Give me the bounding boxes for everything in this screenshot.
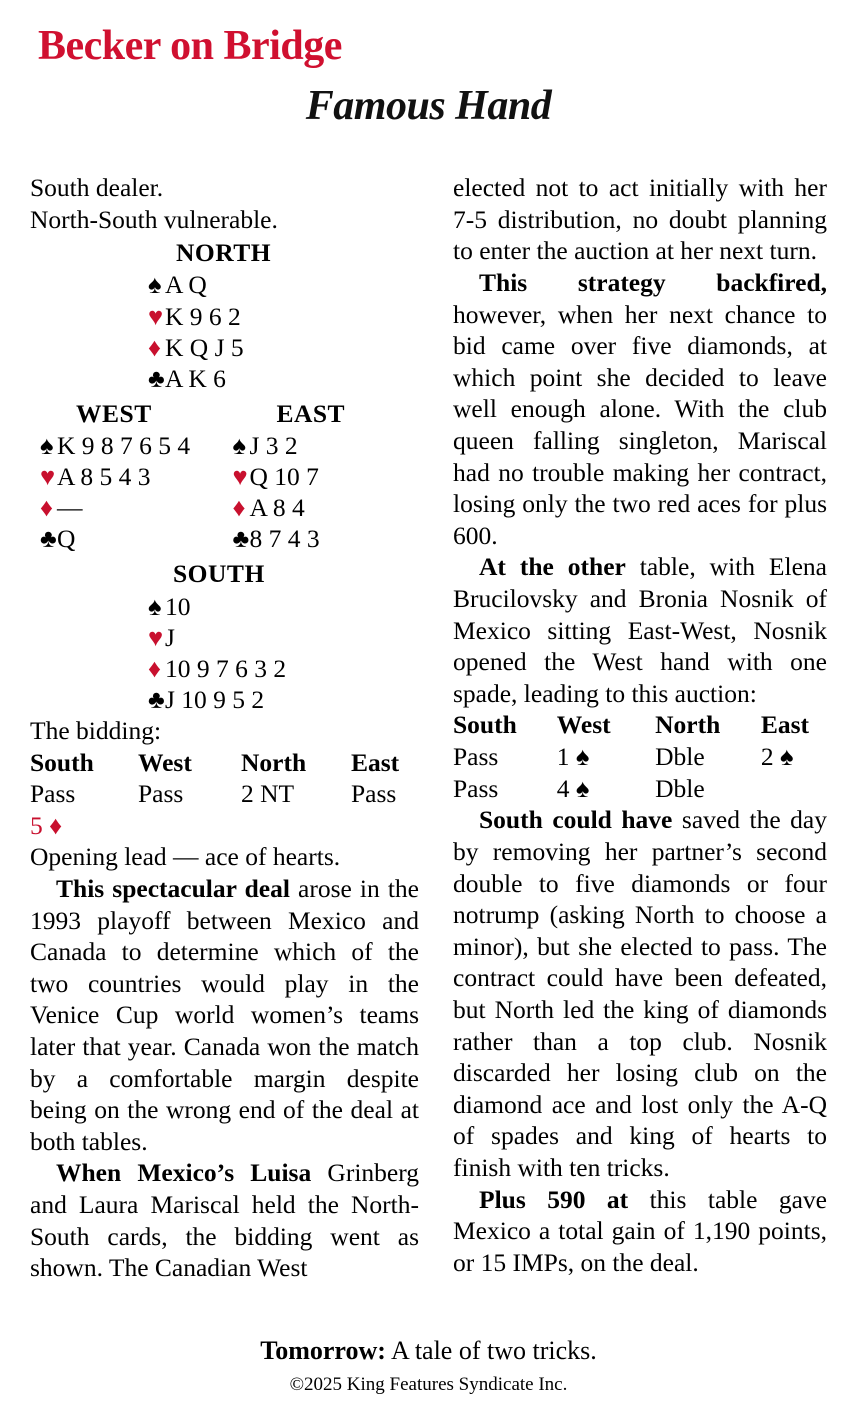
article-columns (30, 172, 827, 1284)
right-paragraph-3-lead: South could have (479, 805, 673, 835)
table-row (30, 810, 419, 842)
north-diamonds (148, 332, 419, 363)
bidding-header-row (30, 747, 419, 779)
diamond-icon: ♦ (148, 653, 162, 683)
bidding-header-row (453, 709, 827, 741)
north-hearts-cards: K 9 6 2 (165, 301, 241, 331)
bid-cell (351, 810, 419, 842)
left-paragraph-1-body: arose in the 1993 playoff between Mexico and Canada to determine which of the two countries would play in the Venice Cup world women’s teams later that year. Canada won the match by a comfortable margin despite being on the wrong end of the deal at both tables. (30, 874, 419, 1156)
west-clubs (40, 523, 232, 554)
club-icon: ♣ (40, 524, 57, 554)
spade-icon: ♠ (148, 270, 162, 300)
bid-cell: Pass (351, 779, 397, 809)
west-east-row (30, 398, 419, 555)
copyright-line: ©2025 King Features Syndicate Inc. (289, 1374, 568, 1395)
east-spades-cards: J 3 2 (249, 430, 298, 460)
bid-cell: 5 ♦ (30, 810, 63, 840)
diamond-icon: ♦ (232, 493, 246, 523)
left-column (30, 172, 419, 1284)
right-paragraph-3-body: saved the day by removing her partner’s second double to five diamonds or four notrump (asking North to choose a minor), but she elected to pass. The contract could have been defeated, but North led the king of diamonds rather than a top club. Nosnik discarded her losing club on the diamond ace and lost only the A-Q of spades and king of hearts to finish with ten tricks. (453, 805, 827, 1182)
south-hearts-cards: J (165, 622, 175, 652)
west-hearts (40, 461, 232, 492)
bid-cell: Dble (655, 742, 705, 772)
right-paragraph-4-lead: Plus 590 at (479, 1184, 629, 1214)
east-hand (232, 398, 419, 555)
south-hearts (148, 622, 419, 653)
right-column (453, 172, 827, 1284)
east-hearts (232, 461, 419, 492)
west-diamonds-cards: — (57, 493, 83, 523)
column-subtitle: Famous Hand (305, 83, 552, 130)
heart-icon: ♥ (40, 462, 56, 492)
west-hand (30, 398, 232, 555)
south-diamonds (148, 653, 419, 684)
west-clubs-cards: Q (57, 524, 76, 554)
bid-cell (138, 810, 241, 842)
north-spades-cards: A Q (165, 270, 207, 300)
west-hearts-cards: A 8 5 4 3 (57, 462, 151, 492)
dealer-line: South dealer. (30, 173, 164, 203)
north-spades (148, 269, 419, 300)
left-paragraph-1-lead: This spectacular deal (56, 874, 290, 903)
bidding-header-south: South (30, 747, 94, 777)
bidding-header-north: North (655, 710, 721, 740)
diamond-icon: ♦ (148, 332, 162, 362)
left-paragraph-1 (30, 873, 419, 1157)
north-clubs (148, 363, 419, 394)
bidding-header-south: South (453, 710, 517, 740)
tomorrow-text: A tale of two tricks. (385, 1336, 597, 1365)
table-row (30, 778, 419, 810)
tomorrow-line (0, 1336, 857, 1366)
heart-icon: ♥ (148, 301, 164, 331)
masthead-title: Becker on Bridge (38, 23, 342, 69)
bidding-table-left (30, 747, 419, 842)
east-diamonds-cards: A 8 4 (249, 493, 305, 523)
south-clubs (148, 684, 419, 715)
right-paragraph-2-body: table, with Elena Brucilovsky and Bronia Nosnik of Mexico sitting East-West, Nosnik opened the West hand with one spade, leading to this auction: (453, 552, 827, 708)
right-paragraph-4 (453, 1184, 827, 1279)
bidding-header-west: West (556, 710, 611, 740)
bid-cell: 1 ♠ (556, 742, 590, 772)
bidding-header-north: North (241, 747, 307, 777)
west-spades-cards: K 9 8 7 6 5 4 (57, 430, 191, 460)
bid-cell: Pass (453, 742, 499, 772)
spade-icon: ♠ (232, 430, 246, 460)
bidding-header-west: West (138, 747, 192, 777)
table-row (453, 773, 827, 805)
east-clubs (232, 523, 419, 554)
vulnerability-line: North-South vulnerable. (30, 204, 278, 234)
west-diamonds (40, 492, 232, 523)
spade-icon: ♠ (40, 430, 54, 460)
south-spades-cards: 10 (165, 591, 191, 621)
right-paragraph-4-body: this table gave Mexico a total gain of 1,190 points, or 15 IMPs, on the deal. (453, 1184, 827, 1277)
north-label: NORTH (176, 238, 272, 268)
bid-cell: Pass (138, 779, 184, 809)
west-label: WEST (76, 398, 152, 428)
club-icon: ♣ (148, 684, 165, 714)
east-hearts-cards: Q 10 7 (249, 462, 319, 492)
north-diamonds-cards: K Q J 5 (165, 332, 244, 362)
tomorrow-label: Tomorrow: (260, 1336, 386, 1365)
left-paragraph-2-body: Grinberg and Laura Mariscal held the North-South cards, the bidding went as shown. The Canadian West (30, 1158, 419, 1283)
right-paragraph-1 (453, 267, 827, 551)
opening-lead-line: Opening lead — ace of hearts. (30, 842, 341, 872)
bid-cell: Pass (30, 779, 76, 809)
spade-icon: ♠ (148, 591, 162, 621)
south-hand (30, 558, 419, 715)
bid-cell (241, 810, 351, 842)
east-clubs-cards: 8 7 4 3 (249, 524, 320, 554)
hand-diagram (30, 237, 419, 715)
right-paragraph-0: elected not to act initially with her 7-5 distribution, no doubt planning to enter the auction at her next turn. (453, 173, 827, 266)
bid-cell (761, 773, 827, 805)
right-paragraph-2-lead: At the other (479, 552, 626, 582)
club-icon: ♣ (232, 524, 250, 554)
left-paragraph-2-lead: When Mexico’s Luisa (56, 1158, 312, 1188)
bid-cell: 4 ♠ (556, 773, 590, 803)
north-hand (30, 237, 419, 394)
south-clubs-cards: J 10 9 5 2 (165, 684, 265, 714)
right-paragraph-1-body: however, when her next chance to bid came over five diamonds, at which point she decided to leave well enough alone. With the club queen falling singleton, Mariscal had no trouble making her contract, losing only the two red aces for plus 600. (453, 299, 827, 550)
club-icon: ♣ (148, 363, 165, 393)
bid-cell: Pass (453, 773, 499, 803)
bid-cell: Dble (655, 773, 705, 803)
west-spades (40, 430, 232, 461)
bid-cell: 2 ♠ (760, 742, 794, 772)
east-spades (232, 430, 419, 461)
north-hearts (148, 301, 419, 332)
south-diamonds-cards: 10 9 7 6 3 2 (165, 653, 287, 683)
east-diamonds (232, 492, 419, 523)
right-paragraph-3 (453, 804, 827, 1183)
bidding-label: The bidding: (30, 715, 162, 745)
left-paragraph-2 (30, 1157, 419, 1283)
page-footer (0, 1336, 857, 1396)
south-spades (148, 591, 419, 622)
bidding-header-east: East (760, 710, 810, 740)
right-paragraph-2 (453, 551, 827, 709)
heart-icon: ♥ (232, 462, 248, 492)
east-label: EAST (276, 398, 346, 428)
north-clubs-cards: A K 6 (165, 363, 226, 393)
bidding-header-east: East (351, 747, 400, 777)
table-row (453, 741, 827, 773)
right-paragraph-1-lead: This strategy backfired, (479, 267, 827, 297)
diamond-icon: ♦ (40, 493, 54, 523)
south-label: SOUTH (173, 559, 265, 589)
bid-cell: 2 NT (241, 779, 295, 809)
bidding-table-right (453, 709, 827, 804)
heart-icon: ♥ (148, 622, 164, 652)
